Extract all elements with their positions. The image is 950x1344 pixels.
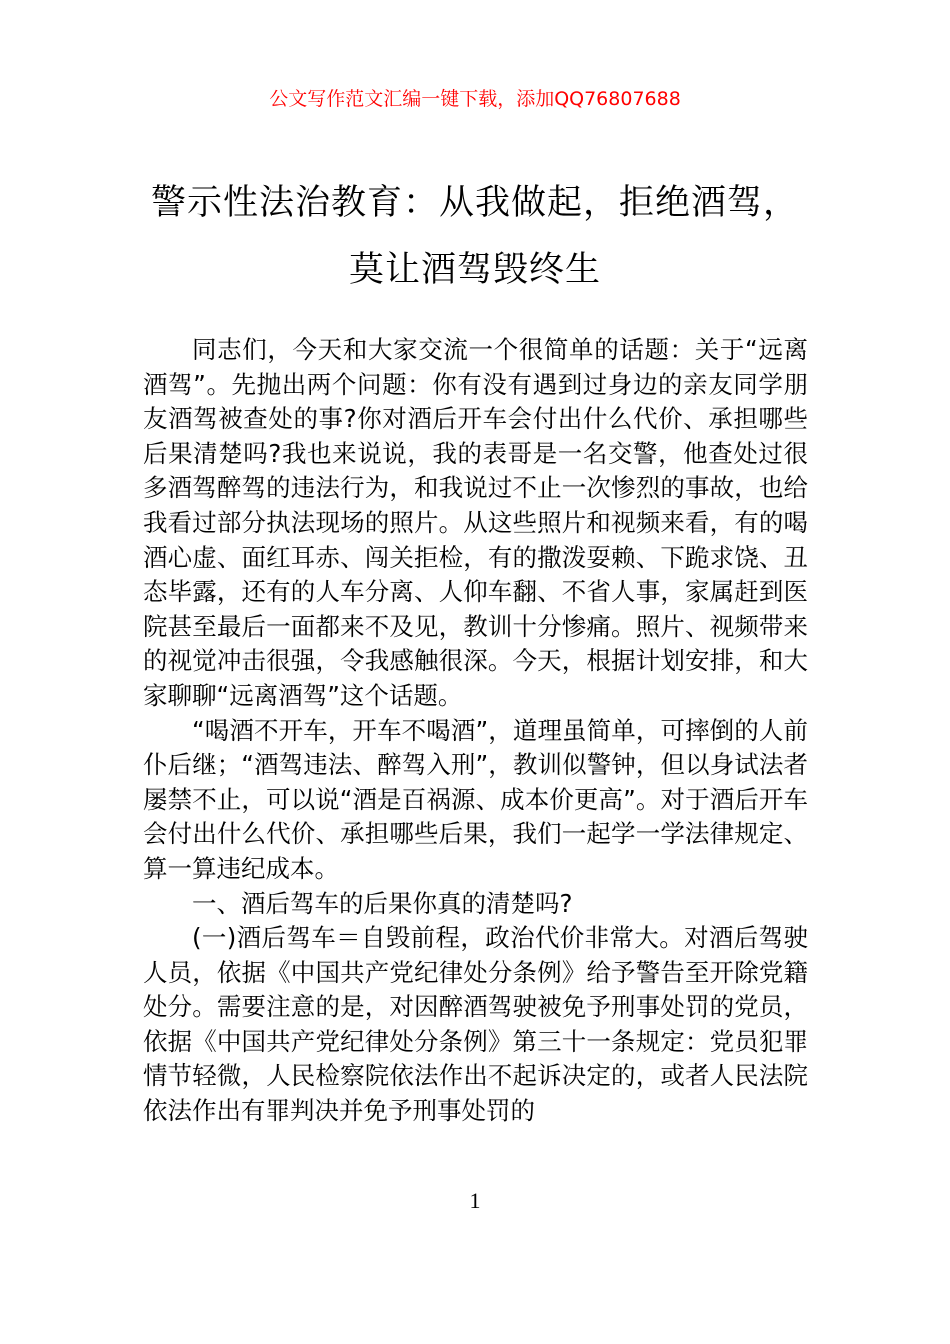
document-body bbox=[143, 333, 808, 1129]
paragraph: “喝酒不开车，开车不喝酒”，道理虽简单，可摔倒的人前仆后继；“酒驾违法、醉驾入刑”，教训似警钟，但以身试法者屡禁不止，可以说“酒是百祸源、成本价更高”。对于酒后开车会付出什么代价、承担哪些后果，我们一起学一学法律规定、算一算违纪成本。 bbox=[143, 715, 808, 883]
download-banner: 公文写作范文汇编一键下载，添加QQ76807688 bbox=[269, 88, 681, 110]
document-title-line-2: 莫让酒驾毁终生 bbox=[348, 250, 601, 290]
page-number: 1 bbox=[469, 1188, 481, 1213]
paragraph: (一)酒后驾车＝自毁前程，政治代价非常大。对酒后驾驶人员，依据《中国共产党纪律处分条例》给予警告至开除党籍处分。需要注意的是，对因醉酒驾驶被免予刑事处罚的党员，依据《中国共产党纪律处分条例》第三十一条规定：党员犯罪情节轻微，人民检察院依法作出不起诉决定的，或者人民法院依法作出有罪判决并免予刑事处罚的 bbox=[143, 923, 808, 1126]
section-heading: 一、酒后驾车的后果你真的清楚吗? bbox=[192, 888, 573, 918]
document-title-line-1: 警示性法治教育：从我做起，拒绝酒驾， bbox=[150, 183, 799, 223]
paragraph: 同志们，今天和大家交流一个很简单的话题：关于“远离酒驾”。先抛出两个问题：你有没有遇到过身边的亲友同学朋友酒驾被查处的事?你对酒后开车会付出什么代价、承担哪些后果清楚吗?我也来说说，我的表哥是一名交警，他查处过很多酒驾醉驾的违法行为，和我说过不止一次惨烈的事故，也给我看过部分执法现场的照片。从这些照片和视频来看，有的喝酒心虚、面红耳赤、闯关拒检，有的撒泼耍赖、下跪求饶、丑态毕露，还有的人车分离、人仰车翻、不省人事，家属赶到医院甚至最后一面都来不及见，教训十分惨痛。照片、视频带来的视觉冲击很强，令我感触很深。今天，根据计划安排，和大家聊聊“远离酒驾”这个话题。 bbox=[143, 335, 808, 710]
